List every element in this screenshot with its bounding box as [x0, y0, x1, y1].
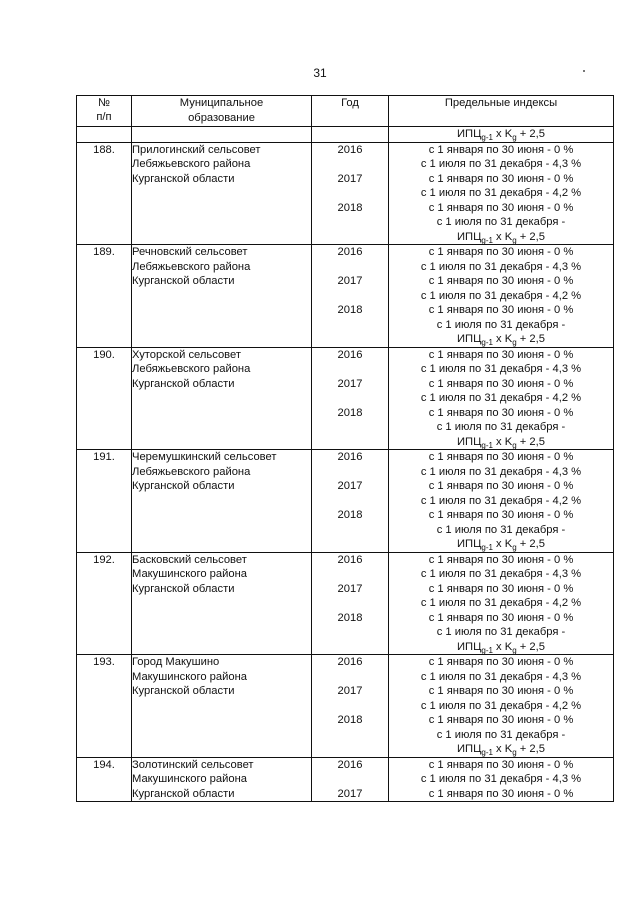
municipality-line: Речновский сельсовет [132, 246, 248, 258]
row-number: 193. [77, 655, 132, 758]
municipality-line: Город Макушино [132, 656, 220, 668]
table-row [77, 757, 614, 802]
municipality-line: Курганской области [132, 582, 235, 595]
index-line: с 1 июля по 31 декабря - 4,2 % [420, 699, 582, 712]
indices-cell [389, 142, 614, 245]
continuation-formula: $ИПЦ_{g-1}$ x $K_g + 2,5$ [389, 127, 614, 143]
index-line: с 1 июля по 31 декабря - 4,2 % [420, 392, 582, 404]
index-line: с 1 июля по 31 декабря - [436, 318, 566, 331]
index-formula: $ИПЦ_{g-1}$ x $K_g + 2,5$ [457, 743, 545, 757]
index-line: с 1 июля по 31 декабря - 4,3 % [420, 363, 582, 375]
municipality-line: Хуторской сельсовет [132, 348, 241, 361]
row-number: 191. [77, 450, 132, 553]
index-line: с 1 июля по 31 декабря - 4,3 % [420, 670, 582, 683]
index-line: с 1 января по 30 июня - 0 % [428, 553, 574, 566]
municipality-line: Золотинский сельсовет [132, 758, 254, 771]
year-cell [312, 655, 389, 758]
row-number: 188. [77, 142, 132, 245]
municipality-cell [132, 347, 312, 450]
municipality-line: Курганской области [132, 377, 235, 390]
municipality-line: Макушинского района [132, 773, 247, 785]
year-value: 2016 [337, 451, 363, 463]
year-value: 2016 [337, 143, 363, 156]
table-row [77, 347, 614, 450]
year-cell [312, 245, 389, 348]
municipality-line: Курганской области [132, 787, 235, 800]
municipality-line: Лебяжьевского района [132, 158, 251, 170]
index-line: с 1 июля по 31 декабря - 4,3 % [420, 773, 582, 785]
row-number: 194. [77, 757, 132, 802]
table-row [77, 142, 614, 245]
index-line: с 1 января по 30 июня - 0 % [428, 451, 574, 463]
indices-cell [389, 450, 614, 553]
index-line: с 1 января по 30 июня - 0 % [428, 787, 574, 800]
indices-cell [389, 552, 614, 655]
indices-cell [389, 347, 614, 450]
municipality-line: Лебяжьевского района [132, 260, 251, 273]
year-value: 2017 [337, 275, 363, 287]
index-line: с 1 июля по 31 декабря - 4,2 % [420, 494, 582, 507]
municipality-cell [132, 655, 312, 758]
index-line: с 1 июля по 31 декабря - 4,3 % [420, 260, 582, 273]
year-value: 2018 [337, 406, 363, 419]
index-line: с 1 июля по 31 декабря - [436, 728, 566, 741]
year-value: 2016 [337, 348, 363, 361]
municipality-line: Курганской области [132, 172, 235, 185]
municipality-line: Курганской области [132, 685, 235, 697]
index-line: с 1 января по 30 июня - 0 % [428, 509, 574, 521]
municipality-cell [132, 450, 312, 553]
index-line: с 1 января по 30 июня - 0 % [428, 143, 574, 156]
year-value: 2016 [337, 246, 363, 258]
index-line: с 1 июля по 31 декабря - [436, 523, 566, 536]
municipality-cell [132, 757, 312, 802]
index-formula: $ИПЦ_{g-1}$ x $K_g + 2,5$ [457, 435, 545, 450]
index-line: с 1 июля по 31 декабря - 4,2 % [420, 289, 582, 302]
index-line: с 1 января по 30 июня - 0 % [428, 611, 574, 624]
index-line: с 1 января по 30 июня - 0 % [428, 246, 574, 258]
year-value: 2018 [337, 201, 363, 214]
year-value: 2017 [337, 685, 363, 697]
index-line: с 1 июля по 31 декабря - 4,3 % [420, 568, 582, 580]
index-formula: $ИПЦ_{g-1}$ x $K_g + 2,5$ [457, 640, 545, 655]
index-line: с 1 января по 30 июня - 0 % [428, 758, 574, 771]
municipality-cell [132, 552, 312, 655]
index-line: с 1 января по 30 июня - 0 % [428, 304, 574, 316]
table-row [77, 552, 614, 655]
year-value: 2016 [337, 656, 363, 668]
index-line: с 1 июля по 31 декабря - 4,3 % [420, 158, 582, 170]
year-value: 2017 [337, 582, 363, 595]
municipality-line: Лебяжьевского района [132, 363, 251, 375]
year-cell [312, 757, 389, 802]
continuation-row [77, 127, 614, 143]
year-cell [312, 450, 389, 553]
municipality-line: Макушинского района [132, 670, 247, 683]
year-value: 2018 [337, 714, 363, 726]
index-formula: $ИПЦ_{g-1}$ x $K_g + 2,5$ [457, 333, 545, 347]
year-value: 2018 [337, 509, 363, 521]
index-line: с 1 января по 30 июня - 0 % [428, 201, 574, 214]
index-line: с 1 января по 30 июня - 0 % [428, 480, 574, 492]
scan-speck [583, 70, 585, 72]
tariff-index-table [76, 95, 614, 802]
table-row [77, 450, 614, 553]
index-line: с 1 июля по 31 декабря - 4,2 % [420, 187, 582, 199]
municipality-cell [132, 245, 312, 348]
index-line: с 1 января по 30 июня - 0 % [428, 685, 574, 697]
municipality-line: Лебяжьевского района [132, 465, 251, 478]
municipality-line: Прилогинский сельсовет [132, 143, 261, 156]
index-formula: $ИПЦ_{g-1}$ x $K_g + 2,5$ [457, 538, 545, 552]
index-line: с 1 января по 30 июня - 0 % [428, 275, 574, 287]
header-year: Год [312, 96, 389, 127]
indices-cell [389, 245, 614, 348]
municipality-line: Черемушкинский сельсовет [132, 451, 277, 463]
header-number: № п/п [77, 96, 132, 127]
municipality-line: Курганской области [132, 275, 235, 287]
index-line: с 1 января по 30 июня - 0 % [428, 377, 574, 390]
index-line: с 1 июля по 31 декабря - [436, 626, 566, 638]
year-cell [312, 142, 389, 245]
index-line: с 1 июля по 31 декабря - [436, 421, 566, 433]
index-line: с 1 января по 30 июня - 0 % [428, 714, 574, 726]
index-line: с 1 июля по 31 декабря - [436, 216, 566, 228]
page-number: 31 [313, 66, 327, 80]
year-value: 2016 [337, 553, 363, 566]
year-value: 2017 [337, 480, 363, 492]
index-line: с 1 января по 30 июня - 0 % [428, 172, 574, 185]
year-value: 2018 [337, 611, 363, 624]
year-value: 2018 [337, 304, 363, 316]
municipality-line: Макушинского района [132, 568, 247, 580]
header-indices: Предельные индексы [389, 96, 614, 127]
table-row [77, 655, 614, 758]
header-municipality: Муниципальное образование [132, 96, 312, 127]
municipality-line: Курганской области [132, 480, 235, 492]
indices-cell [389, 757, 614, 802]
table-header-row [77, 96, 614, 127]
index-line: с 1 января по 30 июня - 0 % [428, 348, 574, 361]
index-line: с 1 января по 30 июня - 0 % [428, 656, 574, 668]
row-number: 192. [77, 552, 132, 655]
index-line: с 1 июля по 31 декабря - 4,2 % [420, 597, 582, 609]
municipality-line: Басковский сельсовет [132, 553, 247, 566]
year-value: 2016 [337, 758, 363, 771]
table-row [77, 245, 614, 348]
index-line: с 1 января по 30 июня - 0 % [428, 406, 574, 419]
year-value: 2017 [337, 787, 363, 800]
index-formula: $ИПЦ_{g-1}$ x $K_g + 2,5$ [457, 230, 545, 245]
row-number: 190. [77, 347, 132, 450]
year-value: 2017 [337, 377, 363, 390]
row-number: 189. [77, 245, 132, 348]
municipality-cell [132, 142, 312, 245]
indices-cell [389, 655, 614, 758]
year-cell [312, 347, 389, 450]
year-value: 2017 [337, 172, 363, 185]
index-line: с 1 января по 30 июня - 0 % [428, 582, 574, 595]
index-line: с 1 июля по 31 декабря - 4,3 % [420, 465, 582, 478]
year-cell [312, 552, 389, 655]
